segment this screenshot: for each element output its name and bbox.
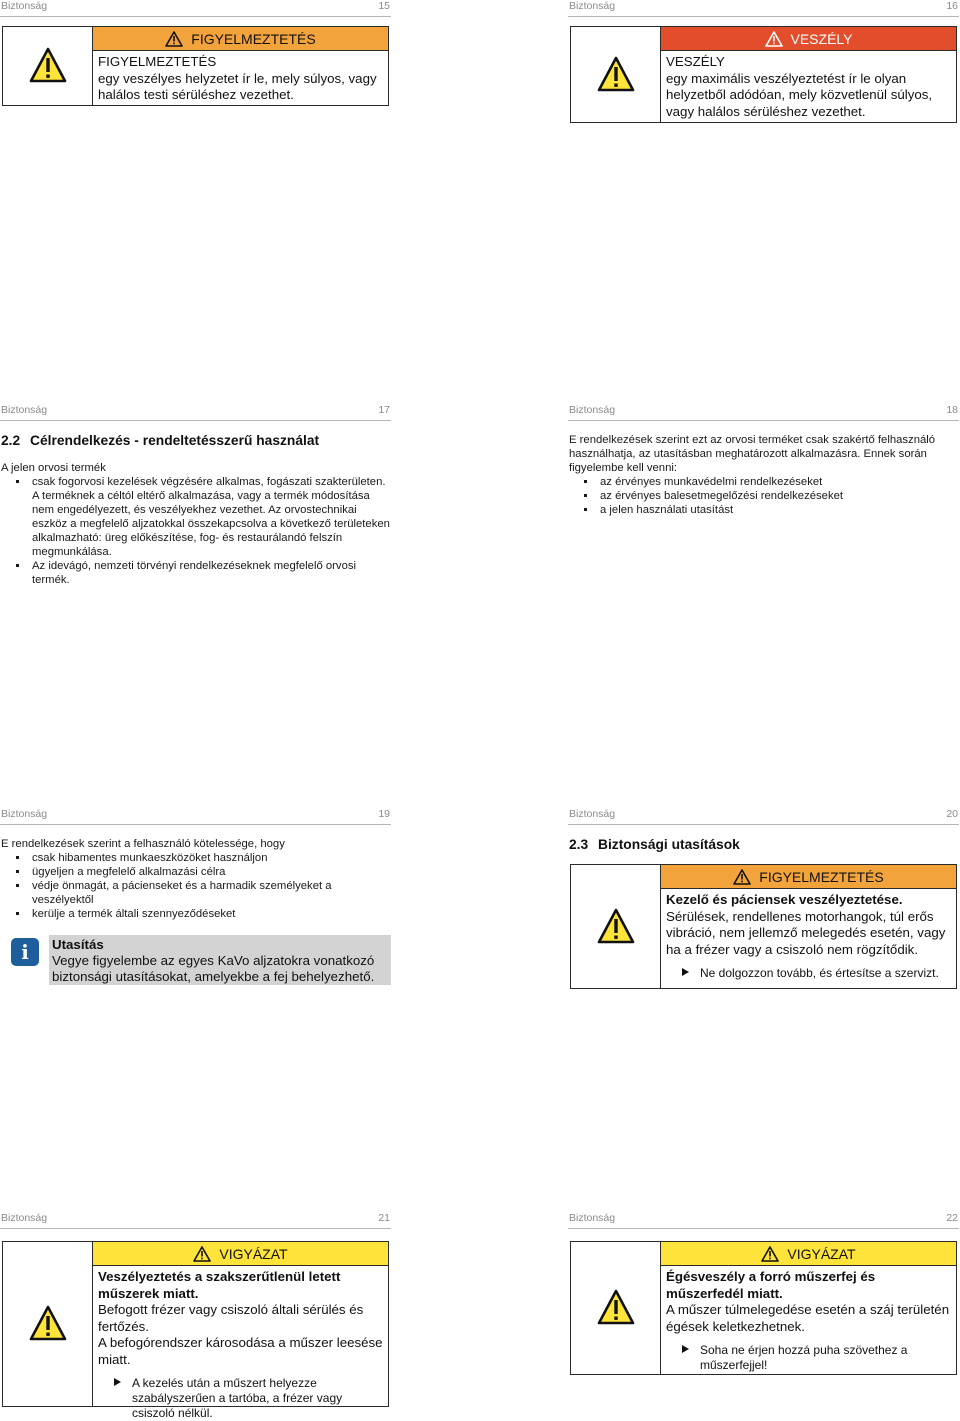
warning-title: Veszélyeztetés a szakszerűtlenül letett műszerek miatt. bbox=[98, 1269, 341, 1301]
list-item: kerülje a termék általi szennyeződéseket bbox=[1, 907, 390, 921]
page-header bbox=[568, 808, 959, 825]
intro-text: E rendelkezések szerint ezt az orvosi terméket csak szakértő felhasználó használhatja, az utasításban meghatározott alkalmazásra. Ennek során figyelembe kell venni: bbox=[569, 434, 936, 474]
warning-text: A műszer túlmelegedése esetén a száj területén égések keletkezhetnek. bbox=[666, 1302, 950, 1334]
page-number: 20 bbox=[946, 808, 958, 820]
body-text bbox=[1, 461, 390, 587]
signal-word-header bbox=[661, 1242, 956, 1266]
signal-word: VIGYÁZAT bbox=[219, 1245, 288, 1262]
warning-text: Befogott frézer vagy csiszoló általi sérülés és fertőzés. bbox=[98, 1302, 364, 1334]
list-item: az érvényes munkavédelmi rendelkezéseket bbox=[569, 475, 958, 489]
caution-box bbox=[570, 1241, 957, 1375]
caution-box bbox=[2, 1241, 389, 1420]
signal-word: FIGYELMEZTETÉS bbox=[191, 30, 316, 47]
action-arrow-icon bbox=[682, 1345, 689, 1353]
list-item: csak hibamentes munkaeszközöket használjon bbox=[1, 851, 390, 865]
section-label: Biztonság bbox=[1, 808, 48, 820]
section-label: Biztonság bbox=[1, 0, 48, 12]
section-label: Biztonság bbox=[1, 1212, 48, 1224]
warning-triangle-icon bbox=[597, 56, 635, 92]
list-item: a jelen használati utasítást bbox=[569, 503, 958, 517]
list-item: az érvényes balesetmegelőzési rendelkezéseket bbox=[569, 489, 958, 503]
page-20 bbox=[568, 808, 959, 1208]
signal-word-header bbox=[661, 865, 956, 889]
page-19 bbox=[0, 808, 391, 1208]
body-text bbox=[1, 837, 390, 921]
heading-number: 2.3 bbox=[569, 837, 589, 852]
signal-word-header bbox=[661, 27, 956, 51]
note-title: Utasítás bbox=[52, 937, 104, 952]
action-step: Soha ne érjen hozzá puha szövethez a műszerfejjel! bbox=[666, 1343, 952, 1373]
intro-text: E rendelkezések szerint a felhasználó kötelessége, hogy bbox=[1, 838, 285, 850]
warning-text: Sérülések, rendellenes motorhangok, túl erős vibráció, nem jellemző melegedés esetén, vagy ha a frézer vagy a csiszoló nem rögzítődik. bbox=[666, 908, 946, 957]
page-18 bbox=[568, 404, 959, 804]
warning-triangle-icon bbox=[761, 1246, 779, 1262]
bullet-list bbox=[1, 475, 390, 587]
warning-triangle-icon bbox=[29, 1305, 67, 1341]
page-number: 21 bbox=[378, 1212, 390, 1224]
action-arrow-icon bbox=[682, 968, 689, 976]
note-box bbox=[1, 935, 391, 985]
page-17 bbox=[0, 404, 391, 804]
signal-word: FIGYELMEZTETÉS bbox=[759, 868, 884, 885]
warning-triangle-icon bbox=[733, 869, 751, 885]
warning-title: Kezelő és páciensek veszélyeztetése. bbox=[666, 892, 903, 907]
danger-box bbox=[570, 26, 957, 123]
page-header bbox=[568, 0, 959, 17]
heading-text: Biztonsági utasítások bbox=[598, 837, 740, 852]
section-heading bbox=[1, 433, 319, 448]
page-header bbox=[0, 1212, 391, 1229]
warning-title: FIGYELMEZTETÉS bbox=[98, 54, 217, 69]
bullet-list bbox=[1, 851, 390, 921]
page-number: 19 bbox=[378, 808, 390, 820]
page-number: 16 bbox=[946, 0, 958, 12]
warning-box bbox=[570, 864, 957, 989]
page-header bbox=[568, 1212, 959, 1229]
signal-word-header bbox=[93, 1242, 388, 1266]
action-arrow-icon bbox=[114, 1378, 121, 1386]
heading-text: Célrendelkezés - rendeltetésszerű használat bbox=[30, 433, 320, 448]
page-header bbox=[0, 0, 391, 17]
warning-text: A befogórendszer károsodása a műszer leesése miatt. bbox=[98, 1335, 383, 1367]
signal-word-header bbox=[93, 27, 388, 51]
warning-triangle-icon bbox=[597, 1289, 635, 1325]
page-header bbox=[0, 808, 391, 825]
warning-triangle-icon bbox=[193, 1246, 211, 1262]
list-item: védje önmagát, a pácienseket és a harmadik személyeket a veszélyektől bbox=[1, 879, 390, 907]
section-label: Biztonság bbox=[1, 404, 48, 416]
heading-number: 2.2 bbox=[1, 433, 21, 448]
warning-box bbox=[2, 26, 389, 106]
warning-title: VESZÉLY bbox=[666, 54, 725, 69]
warning-triangle-icon bbox=[29, 47, 67, 83]
intro-text: A jelen orvosi termék bbox=[1, 462, 106, 474]
action-step: Ne dolgozzon tovább, és értesítse a szervizt. bbox=[666, 966, 952, 981]
signal-word: VIGYÁZAT bbox=[787, 1245, 856, 1262]
body-text bbox=[569, 433, 958, 517]
page-number: 17 bbox=[378, 404, 390, 416]
warning-text: egy maximális veszélyeztetést ír le olyan helyzetből adódóan, mely közvetlenül súlyos, vagy halálos sérüléshez vezethet. bbox=[666, 70, 933, 119]
section-heading bbox=[569, 837, 740, 852]
page-number: 22 bbox=[946, 1212, 958, 1224]
page-header bbox=[0, 404, 391, 421]
section-label: Biztonság bbox=[569, 0, 616, 12]
action-step: A kezelés után a műszert helyezze szabályszerűen a tartóba, a frézer vagy csiszoló nélkül. bbox=[98, 1376, 384, 1421]
warning-text: egy veszélyes helyzetet ír le, mely súlyos, vagy halálos testi sérüléshez vezethet. bbox=[98, 70, 377, 102]
bullet-list bbox=[569, 475, 958, 517]
page-21 bbox=[0, 1212, 391, 1420]
warning-triangle-icon bbox=[165, 31, 183, 47]
list-item: ügyeljen a megfelelő alkalmazási célra bbox=[1, 865, 390, 879]
info-icon: i bbox=[11, 938, 39, 966]
warning-triangle-icon bbox=[765, 31, 783, 47]
page-16 bbox=[568, 0, 959, 400]
signal-word: VESZÉLY bbox=[790, 30, 853, 47]
warning-triangle-icon bbox=[597, 908, 635, 944]
page-header bbox=[568, 404, 959, 421]
page-number: 18 bbox=[946, 404, 958, 416]
list-item: Az idevágó, nemzeti törvényi rendelkezéseknek megfelelő orvosi termék. bbox=[1, 559, 390, 587]
section-label: Biztonság bbox=[569, 404, 616, 416]
warning-title: Égésveszély a forró műszerfej és műszerfedél miatt. bbox=[666, 1269, 876, 1301]
section-label: Biztonság bbox=[569, 1212, 616, 1224]
section-label: Biztonság bbox=[569, 808, 616, 820]
page-number: 15 bbox=[378, 0, 390, 12]
page-15 bbox=[0, 0, 391, 400]
page-22 bbox=[568, 1212, 959, 1410]
note-text: Vegye figyelembe az egyes KaVo aljzatokra vonatkozó biztonsági utasításokat, amelyekbe a fej behelyezhető. bbox=[52, 953, 375, 984]
list-item: csak fogorvosi kezelések végzésére alkalmas, fogászati szakterületen. A terméknek a céltól eltérő alkalmazása, vagy a termék módosítása nem engedélyezett, és veszélyekhez vezethet. Az orvostechnikai eszköz a megfelelő aljzatokkal összekapcsolva a következő területeken alkalmazható: üreg előkészítése, fog- és restaurálandó felszín megmunkálása. bbox=[1, 475, 390, 559]
